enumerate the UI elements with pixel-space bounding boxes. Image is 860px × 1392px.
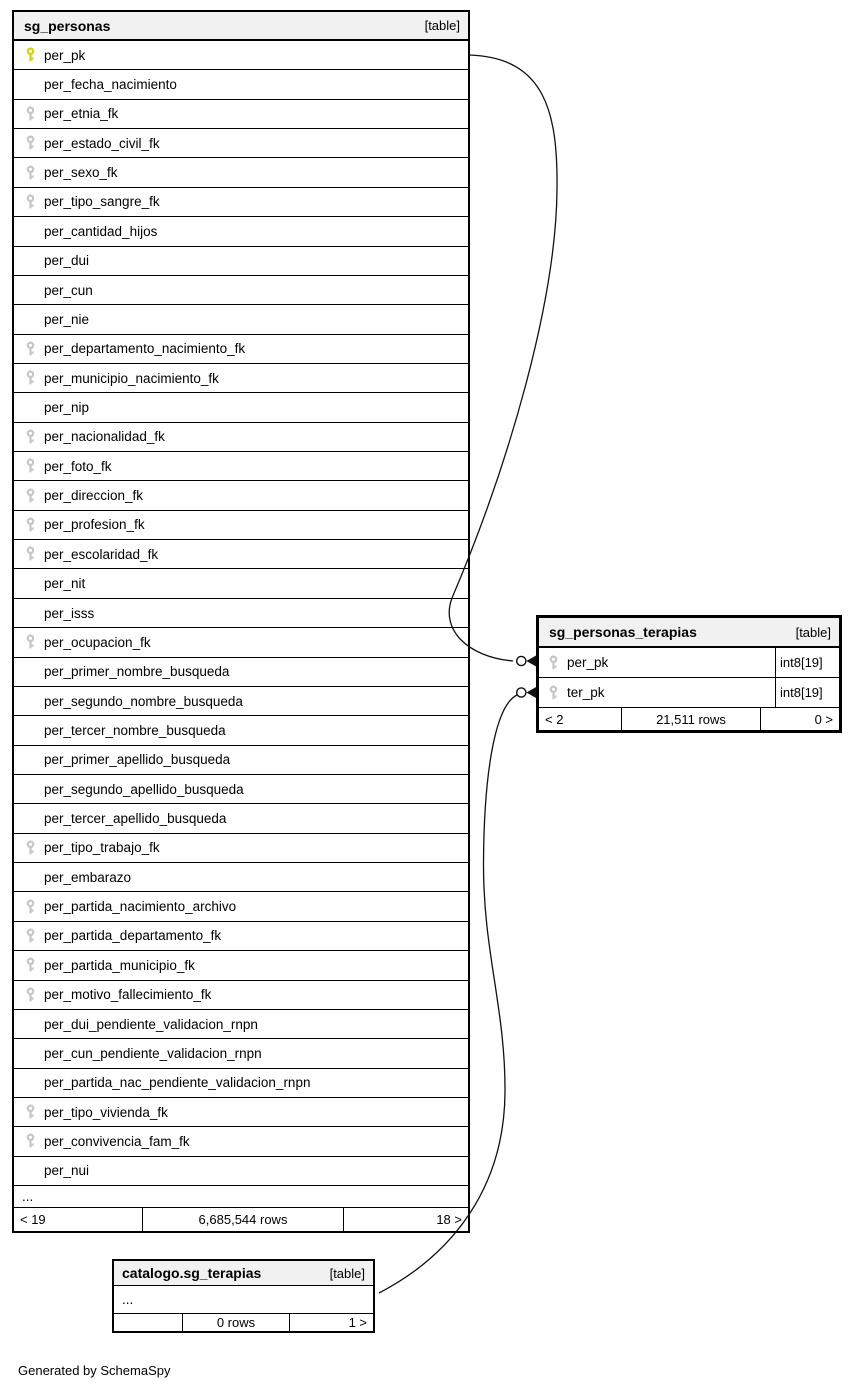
key-icon: [25, 429, 36, 445]
column-name: per_cantidad_hijos: [44, 223, 158, 239]
table-sg-personas-terapias: [536, 615, 842, 733]
column-row[interactable]: [14, 1068, 468, 1097]
key-icon: [25, 840, 36, 856]
column-row[interactable]: [14, 686, 468, 715]
column-row[interactable]: [14, 99, 468, 128]
arrowhead-icon: [526, 655, 536, 666]
column-name: per_segundo_apellido_busqueda: [44, 781, 244, 797]
key-icon: [25, 987, 36, 1003]
column-row[interactable]: [14, 745, 468, 774]
column-row[interactable]: [14, 128, 468, 157]
column-name: per_dui: [44, 253, 90, 269]
key-icon: [25, 899, 36, 915]
column-name: per_escolaridad_fk: [44, 546, 159, 562]
column-name: per_pk: [567, 655, 609, 670]
column-row[interactable]: [14, 627, 468, 656]
column-row[interactable]: [539, 647, 839, 677]
column-row[interactable]: [14, 1156, 468, 1185]
column-name: per_nit: [44, 576, 86, 592]
outgoing-relations-count: 18 >: [436, 1212, 462, 1228]
key-icon: [25, 341, 36, 357]
outgoing-relations-count: 0 >: [814, 711, 833, 727]
key-icon: [25, 1133, 36, 1149]
column-row[interactable]: [14, 803, 468, 832]
column-row[interactable]: [14, 950, 468, 979]
column-row[interactable]: [14, 451, 468, 480]
column-name: per_tipo_trabajo_fk: [44, 840, 160, 856]
incoming-relations-count: < 19: [20, 1212, 46, 1228]
table-footer: [539, 707, 839, 730]
row-count: 0 rows: [182, 1314, 290, 1331]
table-name[interactable]: sg_personas_terapias: [549, 624, 697, 640]
key-icon: [548, 685, 559, 701]
table-name[interactable]: sg_personas: [24, 17, 111, 34]
column-row[interactable]: [14, 304, 468, 333]
table-footer: [114, 1313, 373, 1331]
column-name: per_nie: [44, 311, 90, 327]
column-row[interactable]: [14, 363, 468, 392]
arrowhead-icon: [526, 687, 536, 698]
column-name: per_estado_civil_fk: [44, 135, 160, 151]
table-header: [114, 1261, 373, 1286]
row-count: 21,511 rows: [621, 708, 761, 730]
key-icon: [25, 194, 36, 210]
column-row[interactable]: [14, 216, 468, 245]
column-name: per_tipo_vivienda_fk: [44, 1104, 168, 1120]
column-row[interactable]: [14, 568, 468, 597]
table-type-badge: [table]: [424, 18, 460, 33]
column-name: per_nip: [44, 399, 90, 415]
column-name: per_convivencia_fam_fk: [44, 1133, 190, 1149]
column-name: per_tercer_apellido_busqueda: [44, 811, 227, 827]
column-row[interactable]: [14, 980, 468, 1009]
column-row[interactable]: [14, 1097, 468, 1126]
column-name: per_departamento_nacimiento_fk: [44, 341, 246, 357]
generated-by-note: Generated by SchemaSpy: [18, 1363, 171, 1378]
column-name: per_partida_nacimiento_archivo: [44, 899, 237, 915]
column-row[interactable]: [14, 715, 468, 744]
column-name: per_tercer_nombre_busqueda: [44, 722, 226, 738]
column-row[interactable]: [14, 334, 468, 363]
column-name: per_direccion_fk: [44, 488, 144, 504]
table-type-badge: [table]: [795, 624, 831, 640]
column-name: per_cun_pendiente_validacion_rnpn: [44, 1045, 262, 1061]
column-name: per_sexo_fk: [44, 165, 118, 181]
column-row[interactable]: [14, 891, 468, 920]
key-icon: [25, 47, 36, 63]
key-icon: [25, 370, 36, 386]
column-row[interactable]: [14, 392, 468, 421]
key-icon: [25, 928, 36, 944]
column-row[interactable]: [14, 1126, 468, 1155]
column-row[interactable]: [14, 774, 468, 803]
key-icon: [25, 634, 36, 650]
column-list: [539, 647, 839, 707]
column-name: per_municipio_nacimiento_fk: [44, 370, 219, 386]
key-icon: [25, 517, 36, 533]
incoming-relations-count: < 2: [545, 711, 564, 727]
column-row[interactable]: [14, 539, 468, 568]
table-catalogo-sg-terapias: [112, 1259, 375, 1333]
column-name: per_etnia_fk: [44, 106, 119, 122]
column-name: per_nui: [44, 1163, 90, 1179]
column-row[interactable]: [14, 833, 468, 862]
column-name: per_motivo_fallecimiento_fk: [44, 987, 212, 1003]
column-name: per_segundo_nombre_busqueda: [44, 693, 243, 709]
column-name: per_dui_pendiente_validacion_rnpn: [44, 1016, 258, 1032]
column-row[interactable]: [14, 510, 468, 539]
row-count: 6,685,544 rows: [142, 1208, 344, 1231]
key-icon: [25, 488, 36, 504]
key-icon: [25, 1104, 36, 1120]
column-name: per_primer_apellido_busqueda: [44, 752, 231, 768]
outgoing-relations-count: 1 >: [348, 1315, 367, 1330]
table-name[interactable]: catalogo.sg_terapias: [122, 1265, 262, 1281]
key-icon: [25, 546, 36, 562]
column-row[interactable]: [14, 598, 468, 627]
more-columns-marker: ...: [14, 1185, 468, 1207]
column-list: [14, 40, 468, 1185]
column-row[interactable]: [14, 246, 468, 275]
column-name: ter_pk: [567, 685, 605, 700]
column-name: per_partida_municipio_fk: [44, 957, 195, 973]
column-name: per_primer_nombre_busqueda: [44, 664, 230, 680]
column-name: per_isss: [44, 605, 95, 621]
zero-or-one-indicator: [517, 688, 526, 697]
column-name: per_foto_fk: [44, 458, 112, 474]
column-row[interactable]: [14, 480, 468, 509]
table-header: [14, 12, 468, 40]
column-name: per_nacionalidad_fk: [44, 429, 165, 445]
more-columns-marker: ...: [122, 1292, 134, 1307]
column-row[interactable]: [14, 422, 468, 451]
column-name: per_cun: [44, 282, 93, 298]
key-icon: [25, 165, 36, 181]
key-icon: [25, 135, 36, 151]
incoming-relations-count: [114, 1314, 182, 1331]
key-icon: [548, 655, 559, 671]
column-row[interactable]: [14, 657, 468, 686]
column-type: int8[19]: [775, 648, 839, 677]
column-row[interactable]: [14, 69, 468, 98]
key-icon: [25, 458, 36, 474]
column-row[interactable]: [14, 275, 468, 304]
column-row[interactable]: [14, 921, 468, 950]
column-name: per_embarazo: [44, 869, 132, 885]
table-footer: [14, 1207, 468, 1231]
column-name: per_fecha_nacimiento: [44, 77, 177, 93]
column-row[interactable]: [14, 1038, 468, 1067]
column-row[interactable]: [14, 157, 468, 186]
column-name: per_profesion_fk: [44, 517, 145, 533]
table-type-badge: [table]: [329, 1265, 365, 1281]
key-icon: [25, 957, 36, 973]
column-row[interactable]: [14, 187, 468, 216]
column-row[interactable]: [539, 677, 839, 707]
table-sg-personas: [12, 10, 470, 1233]
column-row[interactable]: [14, 40, 468, 69]
column-row[interactable]: [14, 1009, 468, 1038]
column-type: int8[19]: [775, 678, 839, 707]
column-row[interactable]: [14, 862, 468, 891]
zero-or-one-indicator: [517, 656, 526, 665]
column-name: per_ocupacion_fk: [44, 634, 151, 650]
column-name: per_partida_departamento_fk: [44, 928, 222, 944]
table-header: [539, 618, 839, 647]
column-name: per_tipo_sangre_fk: [44, 194, 160, 210]
key-icon: [25, 106, 36, 122]
column-name: per_partida_nac_pendiente_validacion_rnpn: [44, 1075, 311, 1091]
column-name: per_pk: [44, 47, 86, 63]
